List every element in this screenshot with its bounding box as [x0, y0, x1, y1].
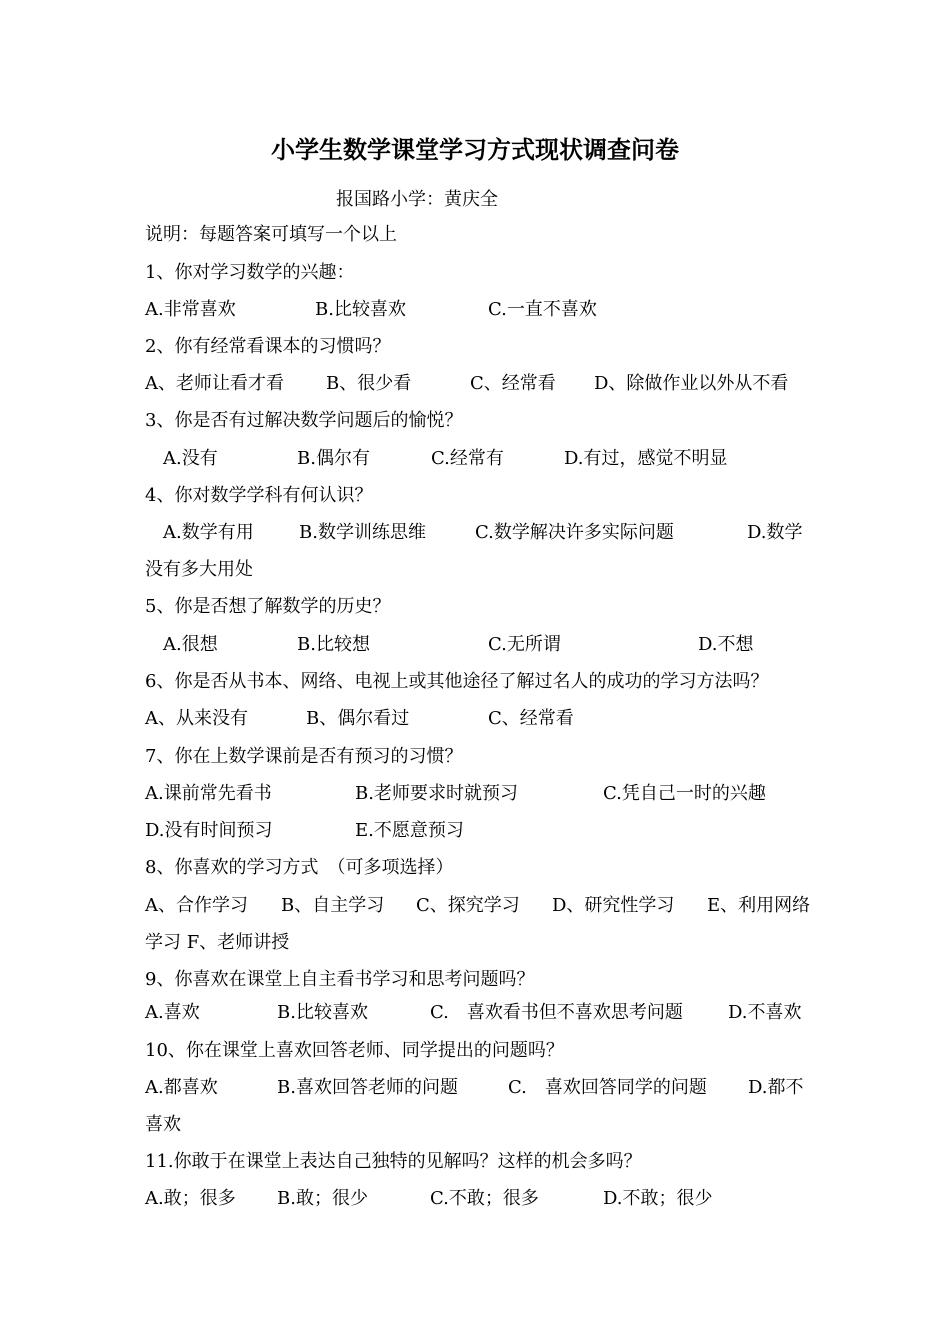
question-5: 5、你是否想了解数学的历史？ — [145, 596, 391, 617]
q8-options-continued: 学习 F、老师讲授 — [145, 932, 290, 953]
q4-option-b: B.数学训练思维 — [299, 522, 426, 543]
q9-option-b: B.比较喜欢 — [277, 1002, 368, 1023]
q11-option-d: D.不敢；很少 — [603, 1188, 713, 1209]
instructions-note: 说明：每题答案可填写一个以上 — [145, 224, 397, 245]
q2-option-d: D、除做作业以外从不看 — [594, 373, 789, 394]
q4-option-d: D.数学 — [747, 522, 803, 543]
q3-option-b: B.偶尔有 — [297, 448, 370, 469]
q1-option-c: C.一直不喜欢 — [488, 299, 597, 320]
q5-option-c: C.无所谓 — [488, 634, 561, 655]
document-title: 小学生数学课堂学习方式现状调查问卷 — [271, 136, 679, 164]
q9-option-d: D.不喜欢 — [728, 1002, 802, 1023]
q6-option-a: A、从来没有 — [145, 708, 248, 729]
question-4: 4、你对数学学科有何认识？ — [145, 485, 373, 506]
q6-option-b: B、偶尔看过 — [306, 708, 410, 729]
q2-option-a: A、老师让看才看 — [145, 373, 284, 394]
q1-option-a: A.非常喜欢 — [145, 299, 236, 320]
q8-option-c: C、探究学习 — [416, 895, 520, 916]
q10-option-b: B.喜欢回答老师的问题 — [277, 1077, 458, 1098]
question-3: 3、你是否有过解决数学问题后的愉悦？ — [145, 410, 463, 431]
question-10: 10、你在课堂上喜欢回答老师、同学提出的问题吗？ — [145, 1040, 564, 1061]
q6-option-c: C、经常看 — [488, 708, 574, 729]
q4-option-c: C.数学解决许多实际问题 — [475, 522, 674, 543]
author-line: 报国路小学：黄庆全 — [336, 189, 498, 210]
q5-option-b: B.比较想 — [297, 634, 370, 655]
q7-option-d: D.没有时间预习 — [145, 820, 273, 841]
q7-option-b: B.老师要求时就预习 — [355, 783, 518, 804]
q3-option-a: A.没有 — [163, 448, 218, 469]
q2-option-b: B、很少看 — [326, 373, 412, 394]
question-2: 2、你有经常看课本的习惯吗？ — [145, 336, 391, 357]
q10-option-a: A.都喜欢 — [145, 1077, 218, 1098]
q8-option-d: D、研究性学习 — [552, 895, 675, 916]
q5-option-d: D.不想 — [698, 634, 754, 655]
q11-option-c: C.不敢；很多 — [430, 1188, 539, 1209]
q11-option-b: B.敢；很少 — [277, 1188, 368, 1209]
question-1: 1、你对学习数学的兴趣： — [145, 262, 355, 283]
q3-option-c: C.经常有 — [431, 448, 504, 469]
question-9: 9、你喜欢在课堂上自主看书学习和思考问题吗？ — [145, 969, 535, 990]
q2-option-c: C、经常看 — [470, 373, 556, 394]
question-8: 8、你喜欢的学习方式 （可多项选择） — [145, 857, 454, 878]
q9-option-a: A.喜欢 — [145, 1002, 200, 1023]
q7-option-c: C.凭自己一时的兴趣 — [603, 783, 766, 804]
q4-option-a: A.数学有用 — [163, 522, 254, 543]
q8-option-e: E、利用网络 — [707, 895, 811, 916]
q10-option-d: D.都不 — [748, 1077, 804, 1098]
q1-option-b: B.比较喜欢 — [315, 299, 406, 320]
question-6: 6、你是否从书本、网络、电视上或其他途径了解过名人的成功的学习方法吗？ — [145, 671, 769, 692]
q3-option-d: D.有过，感觉不明显 — [564, 448, 728, 469]
q9-option-c: C. 喜欢看书但不喜欢思考问题 — [430, 1002, 683, 1023]
q8-option-b: B、自主学习 — [281, 895, 385, 916]
q5-option-a: A.很想 — [163, 634, 218, 655]
q7-option-a: A.课前常先看书 — [145, 783, 272, 804]
q11-option-a: A.敢；很多 — [145, 1188, 236, 1209]
q7-option-e: E.不愿意预习 — [355, 820, 464, 841]
question-7: 7、你在上数学课前是否有预习的习惯？ — [145, 746, 463, 767]
question-11: 11.你敢于在课堂上表达自己独特的见解吗？这样的机会多吗？ — [145, 1151, 642, 1172]
q10-option-c: C. 喜欢回答同学的问题 — [508, 1077, 707, 1098]
q8-option-a: A、合作学习 — [145, 895, 248, 916]
q4-option-d-continued: 没有多大用处 — [145, 559, 253, 580]
q10-option-d-continued: 喜欢 — [145, 1114, 181, 1135]
